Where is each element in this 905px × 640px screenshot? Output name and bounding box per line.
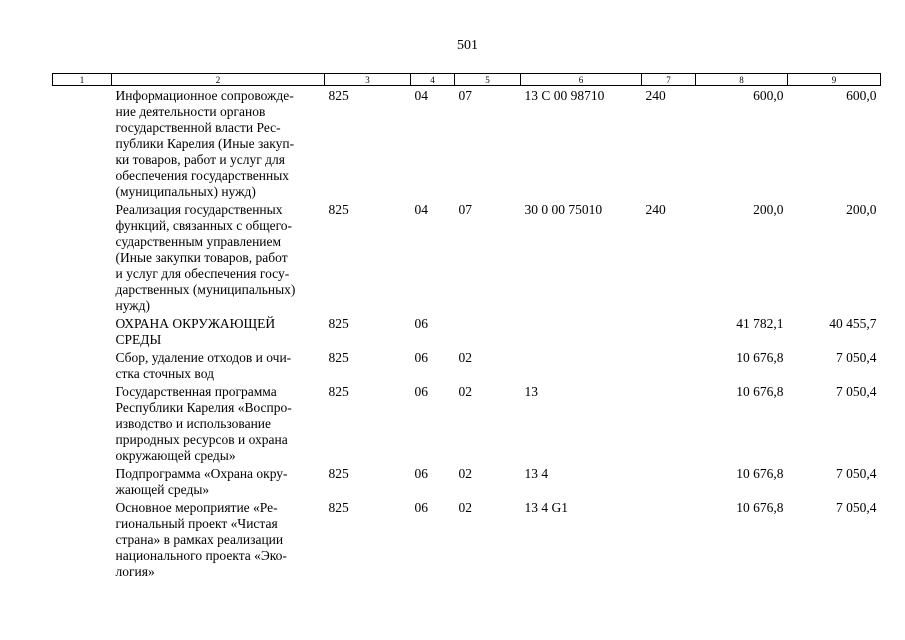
column-number-7: 7	[642, 74, 696, 86]
item-name: Реализация государственных функций, связанных с общего- сударственным управлением (Иные закупки товаров, работ и услуг для обеспечения госу- дарственных (муниципальных) нужд)	[115, 202, 296, 313]
column-number-2: 2	[112, 74, 325, 86]
row-index-cell	[53, 314, 112, 348]
item-name: Подпрограмма «Охрана окру- жающей среды»	[115, 466, 288, 497]
sum-year-2: 7 050,4	[836, 500, 877, 515]
subsection-code: 07	[458, 202, 472, 217]
subsection-code: 07	[458, 88, 472, 103]
section-code: 04	[414, 202, 428, 217]
item-name: Основное мероприятие «Ре- гиональный проект «Чистая страна» в рамках реализации национального проекта «Эко- логия»	[115, 500, 287, 579]
expense-type-code: 240	[645, 88, 666, 103]
ministry-code: 825	[328, 88, 349, 103]
ministry-code: 825	[328, 500, 349, 515]
ministry-code: 825	[328, 466, 349, 481]
column-number-3: 3	[325, 74, 411, 86]
row-index-cell	[53, 382, 112, 464]
subsection-code: 02	[458, 350, 472, 365]
ministry-code: 825	[328, 350, 349, 365]
subsection-code	[455, 314, 521, 348]
table-row	[53, 86, 881, 201]
item-name: Сбор, удаление отходов и очи- стка сточных вод	[115, 350, 292, 381]
column-number-9: 9	[788, 74, 881, 86]
item-name: Государственная программа Республики Карелия «Воспро- изводство и использование природных ресурсов и охрана окружающей среды»	[115, 384, 292, 463]
table-row	[53, 314, 881, 348]
row-index-cell	[53, 498, 112, 580]
budget-table	[52, 73, 881, 580]
row-index-cell	[53, 464, 112, 498]
sum-year-1: 200,0	[753, 202, 784, 217]
sum-year-1: 10 676,8	[736, 500, 784, 515]
section-code: 06	[414, 316, 428, 331]
sum-year-1: 10 676,8	[736, 466, 784, 481]
table-row	[53, 200, 881, 314]
subsection-code: 02	[458, 500, 472, 515]
expense-type-code	[642, 382, 696, 464]
target-code: 13	[524, 384, 538, 399]
column-number-5: 5	[455, 74, 521, 86]
subsection-code: 02	[458, 466, 472, 481]
sum-year-1: 600,0	[753, 88, 784, 103]
table-row	[53, 348, 881, 382]
target-code: 13 С 00 98710	[524, 88, 605, 103]
expense-type-code	[642, 314, 696, 348]
column-number-1: 1	[53, 74, 112, 86]
page-number: 501	[457, 38, 478, 53]
expense-type-code	[642, 464, 696, 498]
ministry-code: 825	[328, 316, 349, 331]
sum-year-2: 200,0	[846, 202, 877, 217]
row-index-cell	[53, 86, 112, 201]
column-number-row	[53, 74, 881, 86]
ministry-code: 825	[328, 202, 349, 217]
sum-year-1: 41 782,1	[736, 316, 784, 331]
sum-year-2: 40 455,7	[829, 316, 877, 331]
section-code: 06	[414, 466, 428, 481]
target-code	[521, 314, 642, 348]
expense-type-code: 240	[645, 202, 666, 217]
sum-year-2: 600,0	[846, 88, 877, 103]
sum-year-1: 10 676,8	[736, 350, 784, 365]
table-row	[53, 464, 881, 498]
target-code: 13 4	[524, 466, 549, 481]
table-row	[53, 382, 881, 464]
row-index-cell	[53, 200, 112, 314]
sum-year-2: 7 050,4	[836, 466, 877, 481]
section-code: 06	[414, 350, 428, 365]
item-name: Информационное сопровожде- ние деятельности органов государственной власти Рес- публики Карелия (Иные закуп- ки товаров, работ и услуг для обеспечения государственных (муниципальных) нужд)	[115, 88, 295, 199]
sum-year-2: 7 050,4	[836, 350, 877, 365]
column-number-6: 6	[521, 74, 642, 86]
column-number-8: 8	[696, 74, 788, 86]
ministry-code: 825	[328, 384, 349, 399]
column-number-4: 4	[411, 74, 455, 86]
expense-type-code	[642, 348, 696, 382]
sum-year-1: 10 676,8	[736, 384, 784, 399]
section-code: 06	[414, 384, 428, 399]
target-code: 30 0 00 75010	[524, 202, 603, 217]
row-index-cell	[53, 348, 112, 382]
subsection-code: 02	[458, 384, 472, 399]
section-code: 06	[414, 500, 428, 515]
item-name: ОХРАНА ОКРУЖАЮЩЕЙ СРЕДЫ	[115, 316, 276, 347]
target-code: 13 4 G1	[524, 500, 568, 515]
table-row	[53, 498, 881, 580]
expense-type-code	[642, 498, 696, 580]
section-code: 04	[414, 88, 428, 103]
target-code	[521, 348, 642, 382]
sum-year-2: 7 050,4	[836, 384, 877, 399]
